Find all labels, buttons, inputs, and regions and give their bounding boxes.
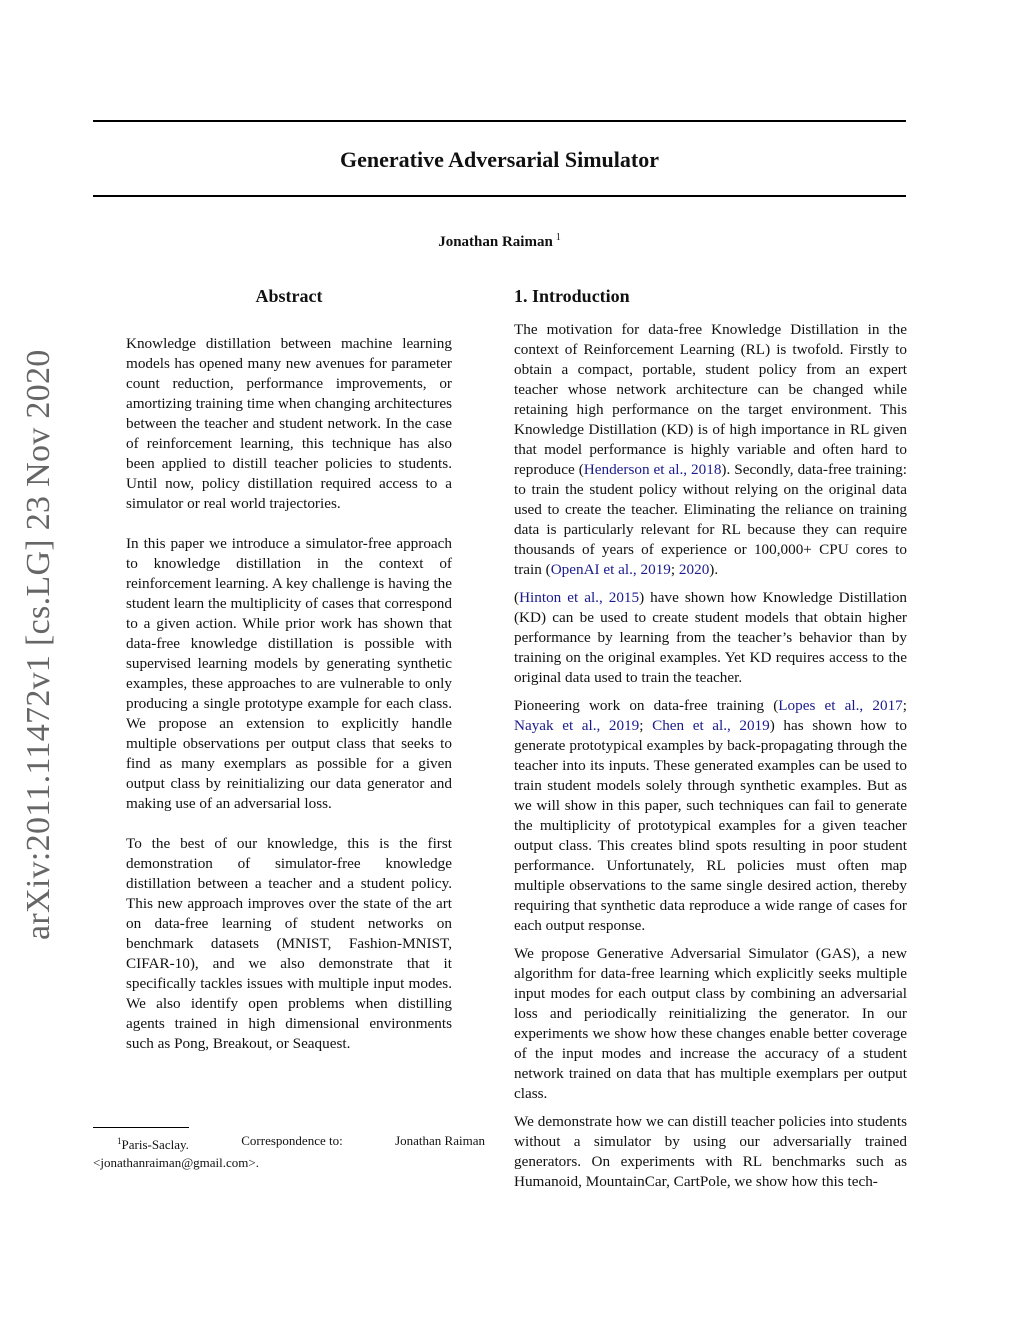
paper-title: Generative Adversarial Simulator (340, 147, 659, 172)
footnote-contact-name: Jonathan Raiman (395, 1133, 485, 1148)
citation-link[interactable]: Lopes et al., 2017 (778, 697, 903, 714)
author-affiliation-mark: 1 (555, 232, 561, 243)
footnote-affiliation: $^1$Paris-Saclay. (117, 1136, 189, 1152)
footnote-correspondence-label: Correspondence to: (241, 1133, 343, 1148)
title-bottom-rule (93, 195, 906, 197)
citation-link[interactable]: 2020 (678, 561, 710, 578)
title-top-rule (93, 120, 906, 122)
citation-link[interactable]: Henderson et al., 2018 (583, 461, 722, 478)
intro-paragraph-5: We demonstrate how we can distill teacher policies into students without a simulator by using our adversarially trained generators. On experiments with RL benchmarks such as Humanoid, MountainCar, CartPole, we show how this tech- (514, 1113, 907, 1190)
citation-link[interactable]: OpenAI et al., 2019 (550, 561, 671, 578)
abstract-paragraph: In this paper we introduce a simulator-free approach to knowledge distillation in the context of reinforcement learning. A key challenge is having the student learn the multiplicity of cases that correspond to a given action. While prior work has shown that data-free knowledge distillation is possible with supervised learning models by generating synthetic examples, these approaches to are vulnerable to only producing a single prototype example for each class. We propose an extension to explicitly handle multiple observations per output class that seeks to find as many exemplars as possible for a given output class by reinitializing our data generator and making use of an adversarial loss. (126, 535, 452, 812)
arxiv-stamp: arXiv:2011.11472v1 [cs.LG] 23 Nov 2020 (20, 349, 57, 940)
abstract-paragraph: To the best of our knowledge, this is the first demonstration of simulator-free knowledge distillation between a teacher and a student policy. This new approach improves over the state of the art on data-free learning of student networks on benchmark datasets (MNIST, Fashion-MNIST, CIFAR-10), and we also demonstrate that it specifically tackles issues with multiple input modes. We also identify open problems when distilling agents trained in high dimensional environments such as Pong, Breakout, or Seaquest. (126, 835, 452, 1052)
introduction-heading: 1. Introduction (514, 286, 630, 306)
author-name: Jonathan Raiman (438, 234, 553, 250)
intro-paragraph-2: (Hinton et al., 2015) have shown how Knowledge Distillation (KD) can be used to create student models that obtain higher performance by learning from the teacher’s behavior than by training on the original examples. Yet KD requires access to the original data used to train the teacher. (514, 589, 907, 686)
intro-paragraph-4: We propose Generative Adversarial Simulator (GAS), a new algorithm for data-free learning which explicitly seeks multiple input modes for each output class by combining an adversarial loss and periodically reinitializing the generator. In our experiments we show how these changes enable better coverage of the input modes and increase the accuracy of a student network trained on data that has multiple exemplars per output class. (514, 945, 907, 1102)
citation-link[interactable]: Hinton et al., 2015 (519, 589, 640, 606)
author-line (93, 232, 906, 251)
introduction-body (514, 320, 907, 1200)
footnote-line (93, 1132, 485, 1154)
footnote-email: <jonathanraiman@gmail.com>. (93, 1155, 259, 1170)
footnote-mark: 1 (117, 1136, 122, 1146)
footnote (93, 1132, 485, 1172)
abstract-body (126, 334, 452, 1074)
abstract-paragraph: Knowledge distillation between machine learning models has opened many new avenues for parameter count reduction, performance improvements, or amortizing training time when changing architectures between the teacher and student network. In the case of reinforcement learning, this technique has also been applied to distill teacher policies to students. Until now, policy distillation required access to a simulator or real world trajectories. (126, 335, 452, 512)
intro-paragraph-1: The motivation for data-free Knowledge Distillation in the context of Reinforcement Learning (RL) is twofold. Firstly to obtain a compact, portable, student policy from an expert teacher whose network architecture can be changed while retaining high performance on the target environment. This Knowledge Distillation (KD) is of high importance in RL given that model performance is highly variable and often hard to reproduce (Henderson et al., 2018). Secondly, data-free training: to train the student policy without relying on the original data used to create the teacher. Eliminating the reliance on training data is particularly relevant for RL because they can require thousands of years of experience or 100,000+ CPU cores to train (OpenAI et al., 2019; 2020). (514, 321, 907, 578)
abstract-heading: Abstract (255, 286, 323, 306)
citation-link[interactable]: Chen et al., 2019 (652, 717, 770, 734)
intro-paragraph-3: Pioneering work on data-free training (Lopes et al., 2017; Nayak et al., 2019; Chen et al., 2019) has shown how to generate prototypical examples by back-propagating through the teacher into its inputs. These generated examples can be used to train student models solely through synthetic examples. But as we will show in this paper, such techniques can fail to generate the multiplicity of prototypical examples for a given teacher output class. This creates blind spots resulting in poor student performance. Unfortunately, RL policies must often map multiple observations to the same single desired action, thereby requiring that synthetic data reproduce a wide range of cases for each output response. (514, 697, 907, 934)
citation-link[interactable]: Nayak et al., 2019 (514, 717, 640, 734)
footnote-rule (93, 1127, 189, 1128)
